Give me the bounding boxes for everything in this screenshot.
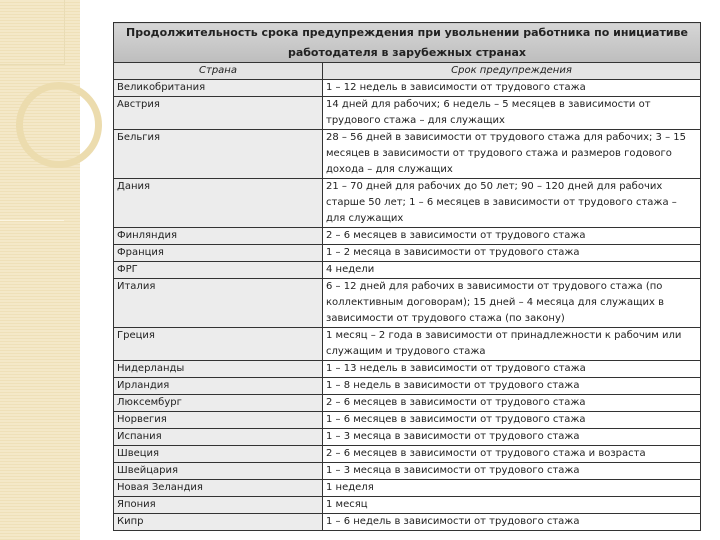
- table-row: [114, 245, 701, 262]
- table-row: [114, 179, 701, 228]
- table-row: [114, 463, 701, 480]
- country-cell: Италия: [114, 279, 323, 328]
- country-cell: Люксембург: [114, 395, 323, 412]
- table-row: [114, 361, 701, 378]
- term-cell: 6 – 12 дней для рабочих в зависимости от трудового стажа (по коллективным договорам); 15 дней – 4 месяца для служащих в зависимости от трудового стажа (по закону): [323, 279, 701, 328]
- term-cell: 1 – 8 недель в зависимости от трудового стажа: [323, 378, 701, 395]
- table-row: [114, 497, 701, 514]
- term-cell: 21 – 70 дней для рабочих до 50 лет; 90 – 120 дней для рабочих старше 50 лет; 1 – 6 месяцев в зависимости от трудового стажа – для служащих: [323, 179, 701, 228]
- term-cell: 4 недели: [323, 262, 701, 279]
- country-cell: Великобритания: [114, 80, 323, 97]
- country-cell: Швейцария: [114, 463, 323, 480]
- table-row: [114, 446, 701, 463]
- term-cell: 2 – 6 месяцев в зависимости от трудового стажа: [323, 395, 701, 412]
- term-cell: 1 месяц – 2 года в зависимости от принадлежности к рабочим или служащим и трудового стажа: [323, 328, 701, 361]
- term-cell: 1 – 3 месяца в зависимости от трудового стажа: [323, 429, 701, 446]
- table-row: [114, 328, 701, 361]
- table-row: [114, 279, 701, 328]
- table-row: [114, 395, 701, 412]
- country-cell: Нидерланды: [114, 361, 323, 378]
- country-cell: Норвегия: [114, 412, 323, 429]
- term-cell: 28 – 56 дней в зависимости от трудового стажа для рабочих; 3 – 15 месяцев в зависимости от трудового стажа и размеров годового дохода – для служащих: [323, 130, 701, 179]
- term-cell: 2 – 6 месяцев в зависимости от трудового стажа и возраста: [323, 446, 701, 463]
- table-row: [114, 480, 701, 497]
- table-row: [114, 97, 701, 130]
- country-cell: Швеция: [114, 446, 323, 463]
- table-title: Продолжительность срока предупреждения при увольнении работника по инициативе работодателя в зарубежных странах: [114, 23, 701, 63]
- country-cell: Япония: [114, 497, 323, 514]
- table-row: [114, 130, 701, 179]
- decorative-ring: [16, 82, 102, 168]
- decorative-line: [0, 220, 64, 221]
- country-cell: Кипр: [114, 514, 323, 531]
- column-header-term: Срок предупреждения: [323, 63, 701, 80]
- country-cell: Новая Зеландия: [114, 480, 323, 497]
- term-cell: 1 месяц: [323, 497, 701, 514]
- country-cell: Франция: [114, 245, 323, 262]
- country-cell: Испания: [114, 429, 323, 446]
- column-header-country: Страна: [114, 63, 323, 80]
- country-cell: Австрия: [114, 97, 323, 130]
- table-row: [114, 262, 701, 279]
- decorative-square: [0, 0, 65, 65]
- notice-period-table: [113, 22, 701, 531]
- table-row: [114, 228, 701, 245]
- country-cell: Дания: [114, 179, 323, 228]
- decorative-side-strip: [0, 0, 80, 540]
- table-row: [114, 80, 701, 97]
- table-row: [114, 514, 701, 531]
- country-cell: Бельгия: [114, 130, 323, 179]
- term-cell: 1 – 3 месяца в зависимости от трудового стажа: [323, 463, 701, 480]
- term-cell: 1 – 12 недель в зависимости от трудового стажа: [323, 80, 701, 97]
- country-cell: ФРГ: [114, 262, 323, 279]
- country-cell: Финляндия: [114, 228, 323, 245]
- country-cell: Греция: [114, 328, 323, 361]
- term-cell: 2 – 6 месяцев в зависимости от трудового стажа: [323, 228, 701, 245]
- term-cell: 1 – 6 недель в зависимости от трудового стажа: [323, 514, 701, 531]
- term-cell: 1 неделя: [323, 480, 701, 497]
- term-cell: 14 дней для рабочих; 6 недель – 5 месяцев в зависимости от трудового стажа – для служащих: [323, 97, 701, 130]
- country-cell: Ирландия: [114, 378, 323, 395]
- term-cell: 1 – 13 недель в зависимости от трудового стажа: [323, 361, 701, 378]
- table-row: [114, 378, 701, 395]
- table-row: [114, 412, 701, 429]
- table-row: [114, 429, 701, 446]
- term-cell: 1 – 6 месяцев в зависимости от трудового стажа: [323, 412, 701, 429]
- term-cell: 1 – 2 месяца в зависимости от трудового стажа: [323, 245, 701, 262]
